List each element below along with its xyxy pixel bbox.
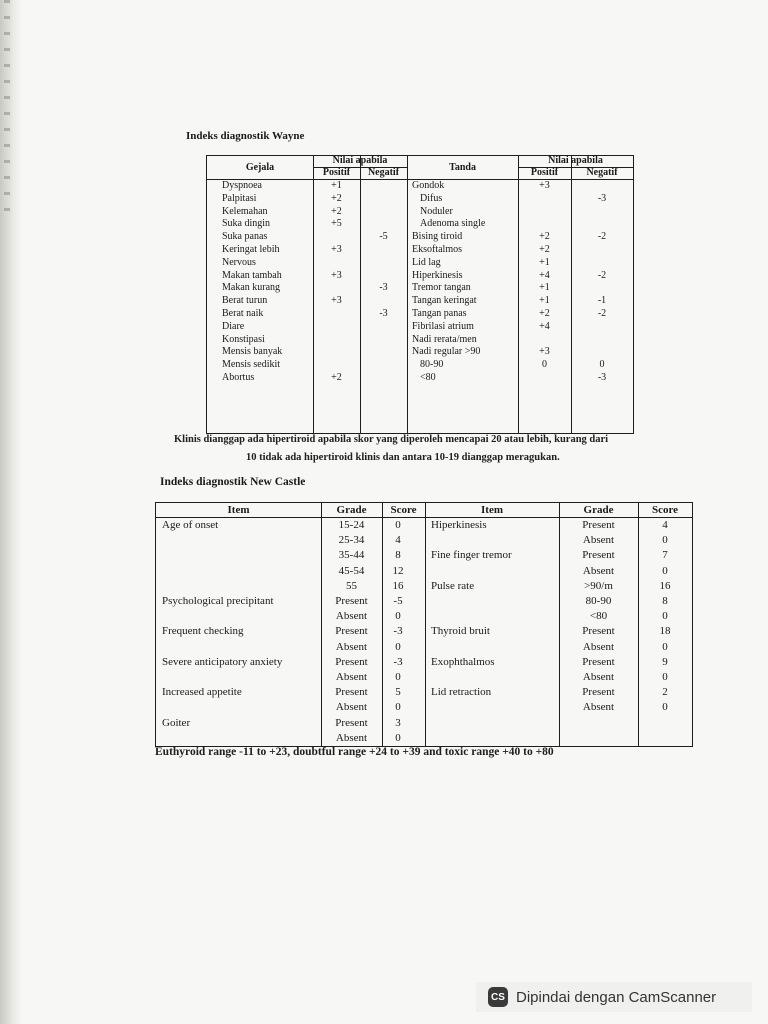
newcastle-grade-left: Present (335, 686, 368, 699)
header-gejala: Gejala (245, 162, 275, 173)
newcastle-grade-right: Present (582, 519, 615, 531)
header-nilai-apabila-right: Nilai apabila (548, 155, 603, 166)
tanda-positif-value: +2 (539, 244, 550, 255)
newcastle-score-right: 2 (662, 686, 668, 699)
gejala-negatif-value: -5 (379, 231, 388, 243)
tanda-label: Tangan panas (412, 308, 467, 319)
newcastle-grade-left: 15-24 (338, 519, 365, 531)
newcastle-grade-left: Present (335, 716, 368, 729)
newcastle-score-right: 8 (662, 595, 668, 607)
newcastle-grade-left: Absent (335, 731, 368, 744)
header-score-left: Score (390, 504, 417, 516)
tanda-label: Hiperkinesis (412, 269, 463, 281)
newcastle-grade-right: Absent (582, 701, 615, 714)
gejala-label: Keringat lebih (222, 244, 280, 255)
newcastle-grade-right: Absent (582, 671, 615, 683)
newcastle-score-left: 0 (395, 640, 401, 653)
newcastle-grade-left: Present (335, 595, 368, 607)
tanda-label: Fibrilasi atrium (412, 320, 474, 332)
newcastle-table (155, 502, 693, 747)
newcastle-item-right: Hiperkinesis (431, 519, 487, 531)
newcastle-item-right: Exophthalmos (431, 655, 495, 668)
gejala-label: Diare (222, 320, 245, 332)
newcastle-score-left: 16 (392, 579, 404, 592)
newcastle-score-left: -3 (393, 655, 403, 668)
tanda-positif-value: +2 (539, 231, 550, 243)
newcastle-item-left: Increased appetite (162, 686, 242, 699)
gejala-positif-value: +2 (331, 372, 342, 383)
gejala-negatif-value: -3 (379, 308, 388, 319)
newcastle-grade-right: Present (582, 625, 615, 638)
newcastle-score-left: 0 (395, 671, 401, 683)
tanda-label: Bising tiroid (412, 231, 463, 243)
newcastle-grade-left: Absent (335, 671, 368, 683)
newcastle-grade-right: <80 (589, 610, 608, 623)
gejala-label: Abortus (222, 372, 255, 383)
tanda-label: <80 (420, 372, 436, 383)
wayne-table (206, 155, 634, 434)
newcastle-score-right: 0 (662, 610, 668, 623)
newcastle-grade-left: Absent (335, 610, 368, 623)
header-negatif-right: Negatif (586, 167, 618, 178)
gejala-label: Kelemahan (222, 205, 268, 217)
newcastle-score-left: 0 (395, 519, 401, 531)
gejala-label: Dyspnoea (222, 180, 262, 191)
newcastle-score-right: 9 (662, 655, 668, 668)
newcastle-item-left: Severe anticipatory anxiety (162, 655, 283, 668)
newcastle-score-left: 0 (395, 731, 401, 744)
tanda-positif-value: +1 (539, 295, 550, 307)
tanda-label: Adenoma single (420, 218, 486, 230)
newcastle-score-right: 16 (659, 579, 671, 592)
gejala-positif-value: +2 (331, 192, 342, 204)
tanda-positif-value: +3 (539, 346, 550, 358)
camscanner-watermark (476, 982, 752, 1012)
tanda-positif-value: 0 (542, 359, 547, 371)
newcastle-footer: Euthyroid range -11 to +23, doubtful range +24 to +39 and toxic range +40 to +80 (155, 746, 554, 758)
newcastle-grade-right: Absent (582, 534, 615, 547)
tanda-negatif-value: -2 (597, 308, 607, 319)
newcastle-score-left: 12 (392, 564, 404, 577)
gejala-positif-value: +5 (331, 218, 342, 230)
newcastle-score-right: 0 (662, 640, 668, 653)
wayne-note-line1: Klinis dianggap ada hipertiroid apabila skor yang diperoleh mencapai 20 atau lebih, kurang dari (174, 434, 609, 445)
newcastle-score-left: 0 (395, 610, 401, 623)
tanda-negatif-value: -1 (597, 295, 607, 307)
newcastle-item-right: Thyroid bruit (431, 625, 490, 638)
tanda-label: Tremor tangan (412, 282, 471, 294)
wayne-title: Indeks diagnostik Wayne (186, 130, 305, 142)
newcastle-item-left: Goiter (162, 716, 191, 729)
camscanner-logo-icon: CS (488, 987, 508, 1007)
header-item-right: Item (481, 504, 503, 516)
gejala-label: Makan tambah (222, 269, 282, 281)
page-edge-shadow (0, 0, 22, 1024)
newcastle-grade-right: >90/m (584, 579, 613, 592)
header-negatif-left: Negatif (367, 167, 400, 178)
newcastle-score-right: 7 (662, 549, 668, 562)
header-grade-right: Grade (583, 504, 614, 516)
tanda-positif-value: +3 (539, 180, 550, 191)
header-tanda: Tanda (449, 162, 476, 173)
tanda-negatif-value: 0 (599, 359, 605, 371)
gejala-label: Palpitasi (222, 192, 257, 204)
newcastle-grade-left: 55 (346, 579, 357, 592)
gejala-label: Suka dingin (222, 218, 271, 230)
gejala-label: Makan kurang (222, 282, 281, 294)
tanda-label: Nadi rerata/men (412, 333, 477, 345)
newcastle-score-right: 0 (662, 534, 668, 547)
newcastle-grade-left: 25-34 (338, 534, 365, 547)
newcastle-score-left: -3 (393, 625, 403, 638)
gejala-positif-value: +1 (331, 180, 342, 191)
header-nilai-apabila-left: Nilai apabila (332, 155, 388, 166)
newcastle-score-left: 3 (395, 716, 401, 729)
gejala-label: Berat turun (222, 295, 268, 307)
gejala-label: Nervous (222, 256, 256, 268)
header-positif-right: Positif (530, 167, 559, 178)
gejala-label: Mensis banyak (222, 346, 283, 358)
newcastle-score-left: 8 (395, 549, 401, 562)
tanda-label: Noduler (420, 205, 453, 217)
tanda-negatif-value: -3 (597, 192, 607, 204)
newcastle-score-left: 0 (395, 701, 401, 714)
camscanner-text: Dipindai dengan CamScanner (516, 988, 717, 1006)
newcastle-grade-right: Present (582, 686, 615, 699)
newcastle-grade-right: Absent (582, 564, 615, 577)
header-item-left: Item (227, 504, 250, 516)
header-grade-left: Grade (336, 504, 367, 516)
header-positif-left: Positif (322, 167, 351, 178)
newcastle-item-right: Lid retraction (431, 686, 492, 699)
newcastle-item-right: Pulse rate (431, 579, 475, 592)
gejala-positif-value: +2 (331, 205, 342, 217)
tanda-label: Gondok (412, 180, 445, 191)
newcastle-grade-left: Absent (335, 701, 368, 714)
tanda-negatif-value: -2 (597, 231, 607, 243)
tanda-label: Nadi regular >90 (412, 346, 481, 358)
newcastle-score-right: 0 (662, 671, 668, 683)
newcastle-score-right: 18 (659, 625, 671, 638)
newcastle-grade-right: 80-90 (585, 595, 612, 607)
tanda-label: Lid lag (412, 256, 441, 268)
newcastle-score-left: 4 (395, 534, 401, 547)
newcastle-grade-right: Present (582, 655, 615, 668)
gejala-positif-value: +3 (331, 295, 342, 307)
newcastle-grade-left: Present (335, 625, 368, 638)
gejala-negatif-value: -3 (379, 282, 388, 294)
gejala-label: Konstipasi (222, 333, 265, 345)
newcastle-grade-right: Present (582, 549, 615, 562)
newcastle-grade-right: Absent (582, 640, 615, 653)
newcastle-grade-left: 45-54 (338, 564, 365, 577)
gejala-positif-value: +3 (331, 269, 342, 281)
newcastle-grade-left: 35-44 (338, 549, 365, 562)
newcastle-score-left: -5 (393, 595, 403, 607)
newcastle-score-left: 5 (395, 686, 401, 699)
tanda-positif-value: +2 (539, 308, 550, 319)
newcastle-title: Indeks diagnostik New Castle (160, 476, 306, 488)
tanda-positif-value: +4 (539, 320, 550, 332)
newcastle-grade-left: Present (335, 655, 368, 668)
tanda-label: Difus (420, 192, 443, 204)
newcastle-item-left: Frequent checking (162, 625, 244, 638)
newcastle-grade-left: Absent (335, 640, 368, 653)
gejala-label: Suka panas (222, 231, 268, 243)
gejala-label: Mensis sedikit (222, 359, 281, 371)
tanda-label: Eksoftalmos (412, 244, 462, 255)
newcastle-score-right: 0 (662, 564, 668, 577)
newcastle-item-left: Psychological precipitant (162, 595, 274, 607)
tanda-positif-value: +4 (539, 269, 550, 281)
tanda-negatif-value: -3 (597, 372, 607, 383)
newcastle-score-right: 0 (662, 701, 668, 714)
gejala-label: Berat naik (222, 308, 264, 319)
gejala-positif-value: +3 (331, 244, 342, 255)
wayne-note-line2: 10 tidak ada hipertiroid klinis dan antara 10-19 dianggap meragukan. (246, 452, 560, 463)
tanda-label: 80-90 (420, 359, 444, 371)
tanda-label: Tangan keringat (412, 295, 477, 307)
newcastle-item-right: Fine finger tremor (431, 549, 512, 562)
tanda-positif-value: +1 (539, 282, 550, 294)
newcastle-score-right: 4 (662, 519, 668, 531)
tanda-negatif-value: -2 (597, 269, 607, 281)
header-score-right: Score (651, 504, 679, 516)
newcastle-item-left: Age of onset (162, 519, 219, 531)
tanda-positif-value: +1 (539, 256, 550, 268)
